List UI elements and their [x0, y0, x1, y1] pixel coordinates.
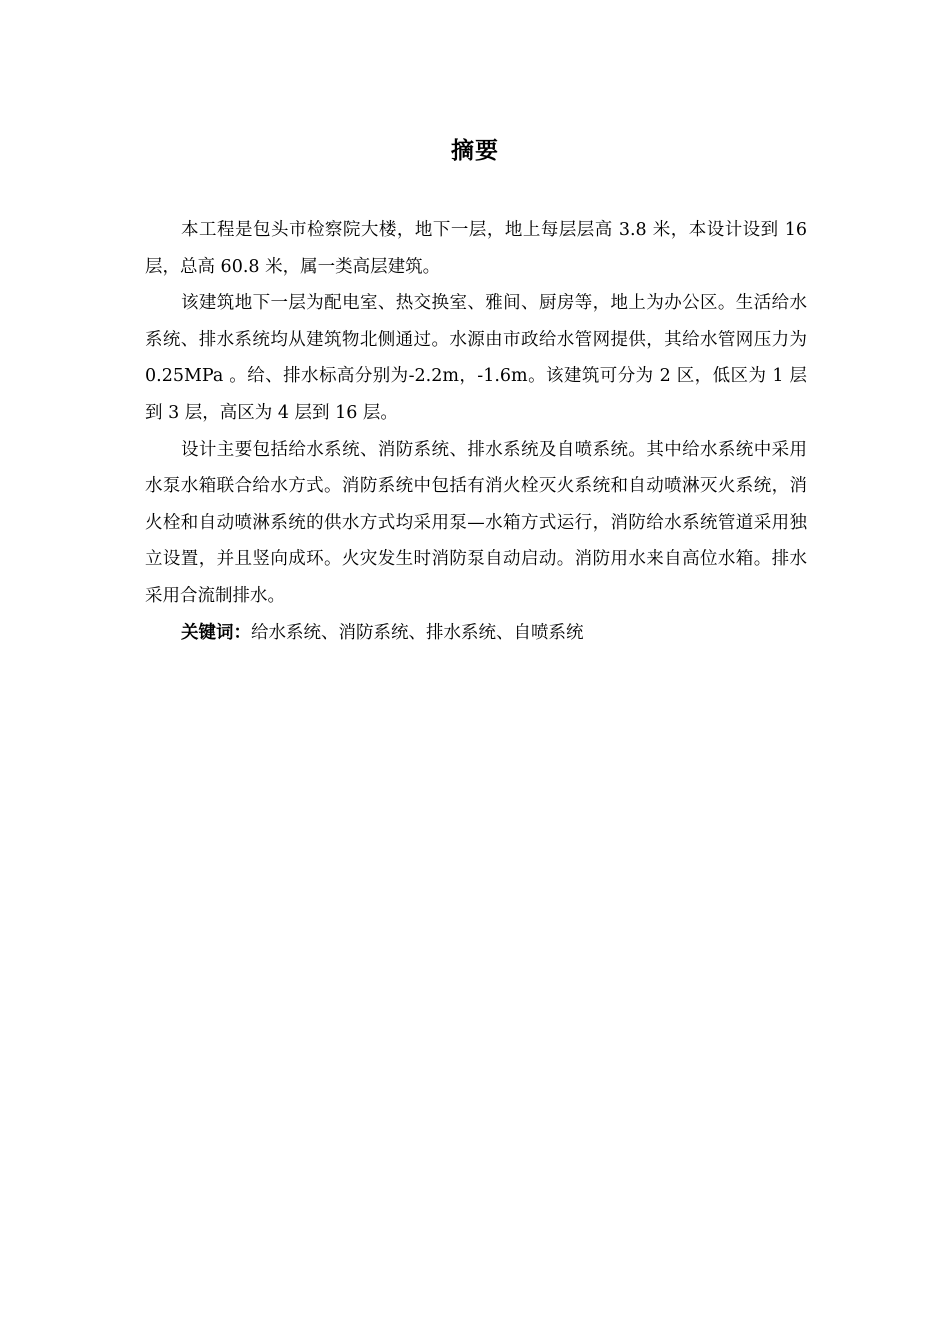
paragraph-building-layout: 该建筑地下一层为配电室、热交换室、雅间、厨房等，地上为办公区。生活给水系统、排水系统均从建筑物北侧通过。水源由市政给水管网提供，其给水管网压力为 0.25MPa 。给、排水标高分别为-2.2m，-1.6m。该建筑可分为 2 区，低区为 1 层到 3 层，高区为 4 层到 16 层。	[145, 293, 807, 423]
page-title: 摘要	[451, 138, 499, 164]
abstract-body	[145, 212, 807, 651]
keywords-value: 给水系统、消防系统、排水系统、自喷系统	[251, 622, 584, 643]
paragraph-project-overview: 本工程是包头市检察院大楼，地下一层，地上每层层高 3.8 米，本设计设到 16 层，总高 60.8 米，属一类高层建筑。	[145, 220, 807, 277]
keywords-label: 关键词：	[181, 622, 251, 643]
keywords-line	[145, 615, 807, 652]
paragraph-design-content: 设计主要包括给水系统、消防系统、排水系统及自喷系统。其中给水系统中采用水泵水箱联合给水方式。消防系统中包括有消火栓灭火系统和自动喷淋灭火系统，消火栓和自动喷淋系统的供水方式均采用泵—水箱方式运行，消防给水系统管道采用独立设置，并且竖向成环。火灾发生时消防泵自动启动。消防用水来自高位水箱。排水采用合流制排水。	[145, 439, 807, 606]
